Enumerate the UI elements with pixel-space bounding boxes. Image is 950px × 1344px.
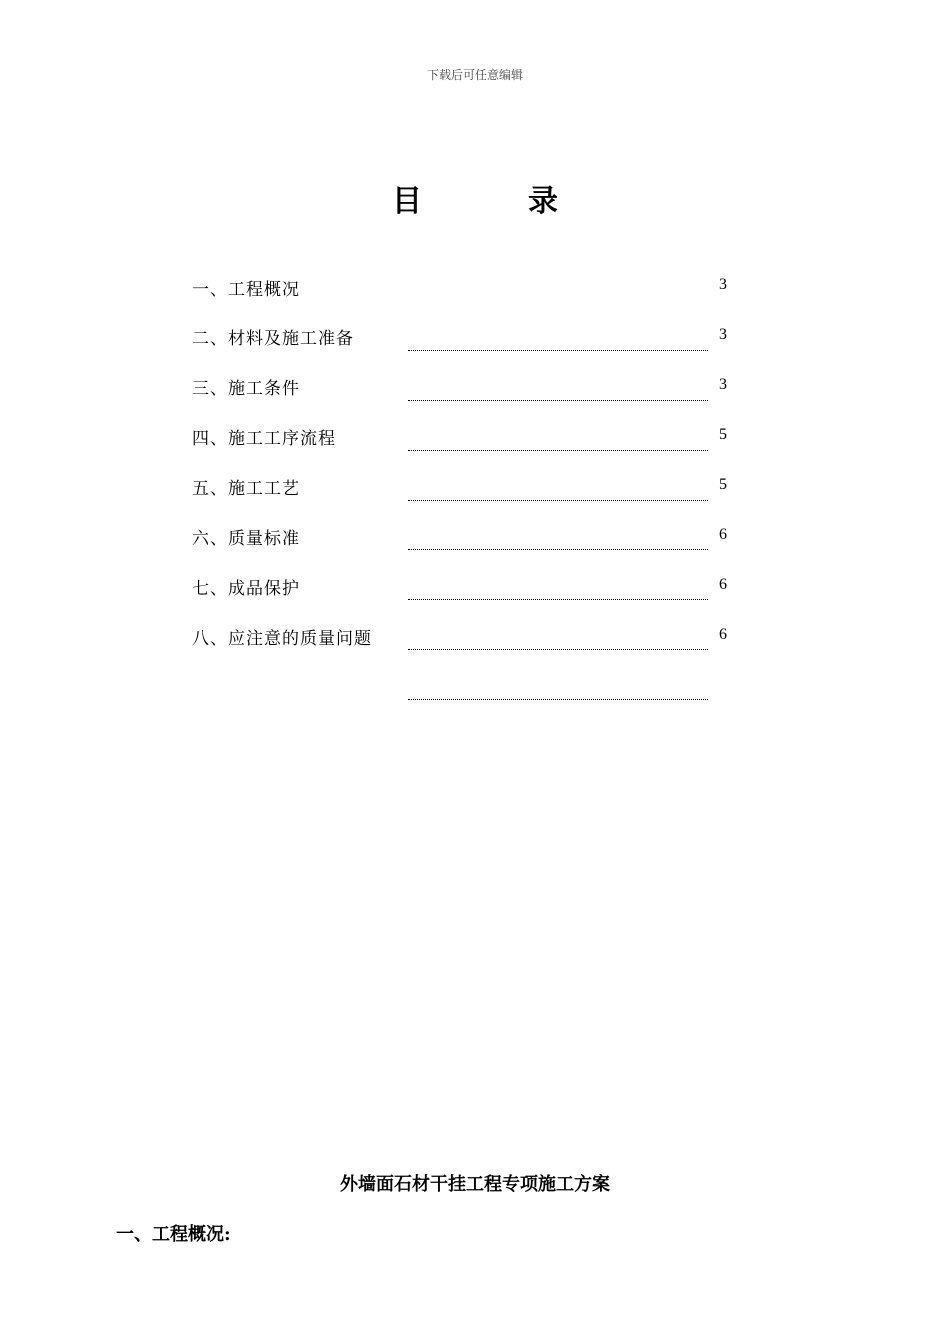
toc-entry-page: 5 [719,426,727,443]
toc-title-right: 录 [528,184,558,219]
toc-entry-label[interactable]: 一、工程概况 [192,280,300,300]
toc-title [0,176,950,220]
toc-leader [408,450,708,451]
toc-entry-page: 6 [719,626,727,643]
toc-entry-label[interactable]: 八、应注意的质量问题 [192,629,372,649]
toc-entry-page: 5 [719,476,727,493]
section-heading: 一、工程概况: [116,1224,231,1245]
toc-entry-label[interactable]: 四、施工工序流程 [192,429,336,449]
toc-leader [408,699,708,700]
toc-entry-page: 6 [719,526,727,543]
toc-leader [408,649,708,650]
toc-leader [408,549,708,550]
toc-entry-label[interactable]: 七、成品保护 [192,579,300,599]
toc-entry-label[interactable]: 二、材料及施工准备 [192,329,354,349]
toc-entry-page: 3 [719,326,727,343]
toc-entry-page: 6 [719,576,727,593]
document-title: 外墙面石材干挂工程专项施工方案 [340,1174,610,1195]
header-note: 下载后可任意编辑 [426,68,523,82]
toc-entry-page: 3 [719,276,727,293]
toc-entry-page: 3 [719,376,727,393]
toc-entry-label[interactable]: 六、质量标准 [192,529,300,549]
toc-leader [408,400,708,401]
toc-leader [408,350,708,351]
toc-entry-label[interactable]: 五、施工工艺 [192,479,300,499]
toc-leader [408,500,708,501]
toc-leader [408,599,708,600]
toc-title-left: 目 [392,184,422,219]
toc-entry-label[interactable]: 三、施工条件 [192,379,300,399]
